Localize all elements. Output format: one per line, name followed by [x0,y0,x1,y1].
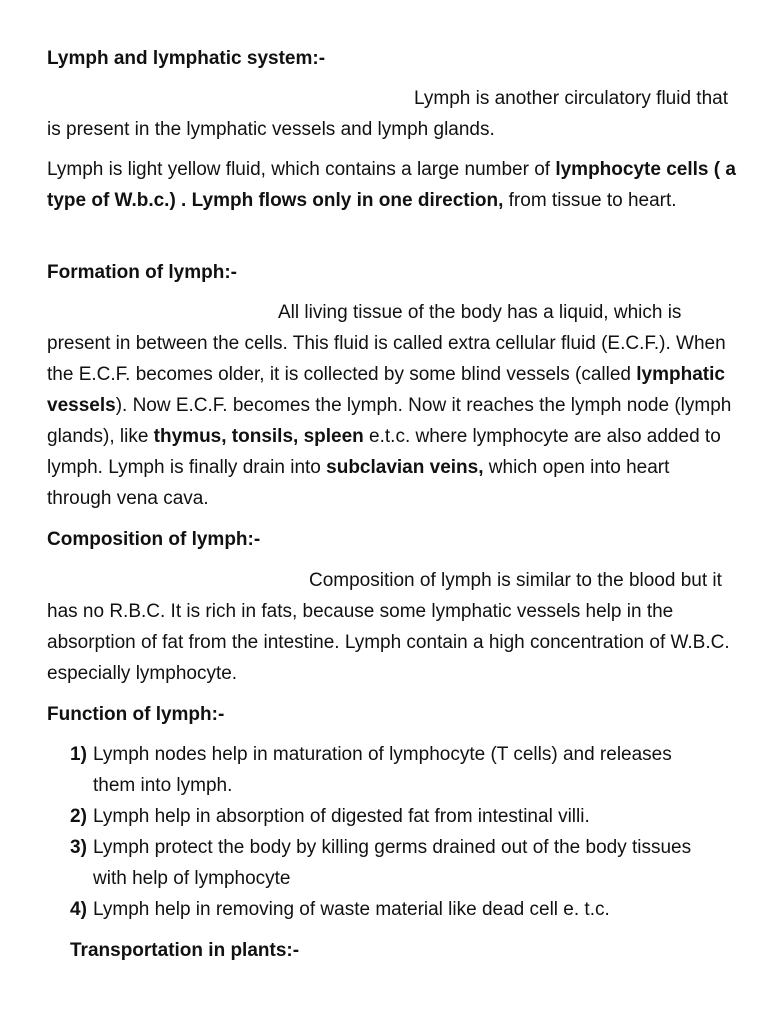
composition-text: Composition of lymph is similar to the blood but it has no R.B.C. It is rich in fats, because some lymphatic vessels help in the absorption of fat from the intestine. Lymph contain a high concentration of W.B.C. especially lymphocyte. [47,570,730,684]
list-item-text: Lymph nodes help in maturation of lymphocyte (T cells) and releases them into lymph. [93,744,672,796]
list-item-text: Lymph protect the body by killing germs drained out of the body tissues with help of lymphocyte [93,837,692,889]
paragraph-composition [47,565,737,689]
formation-bold-2: thymus, tonsils, spleen [153,426,364,447]
list-item-number: 3) [70,837,87,858]
function-list [70,739,710,925]
paragraph-formation [47,297,737,514]
list-item-text: Lymph help in absorption of digested fat from intestinal villi. [93,806,590,827]
list-item [70,739,710,801]
list-item-number: 2) [70,806,87,827]
formation-text-1: All living tissue of the body has a liquid, which is present in between the cells. This fluid is called extra cellular fluid (E.C.F.). When the E.C.F. becomes older, it is collected by some blind vessels (called [47,302,726,385]
list-item [70,894,710,925]
heading-formation: Formation of lymph:- [47,262,237,283]
formation-text-2: ). Now E.C.F. becomes the lymph. Now it reaches the lymph node (lymph glands), like [47,395,732,447]
heading-lymph-system: Lymph and lymphatic system:- [47,48,326,69]
heading-transportation: Transportation in plants:- [70,940,300,961]
formation-bold-1: lymphatic vessels [47,364,725,416]
heading-composition: Composition of lymph:- [47,529,261,550]
lymph-desc-text: Lymph is light yellow fluid, which contains a large number of [47,159,556,180]
lymph-desc-bold: lymphocyte cells ( a type of W.b.c.) . Lymph flows only in one direction, [47,159,736,211]
formation-text-4: which open into heart through vena cava. [47,457,670,509]
list-item [70,801,710,832]
lymph-intro-text: Lymph is another circulatory fluid that is present in the lymphatic vessels and lymph glands. [47,88,729,140]
heading-function: Function of lymph:- [47,704,225,725]
formation-text-3: e.t.c. where lymphocyte are also added to lymph. Lymph is finally drain into [47,426,721,478]
formation-bold-3: subclavian veins, [326,457,484,478]
paragraph-lymph-description [47,154,737,216]
list-item-text: Lymph help in removing of waste material like dead cell e. t.c. [93,899,610,920]
list-item-number: 1) [70,744,87,765]
lymph-desc-tail: from tissue to heart. [503,190,677,211]
list-item [70,832,710,894]
list-item-number: 4) [70,899,87,920]
paragraph-lymph-intro [47,83,737,145]
